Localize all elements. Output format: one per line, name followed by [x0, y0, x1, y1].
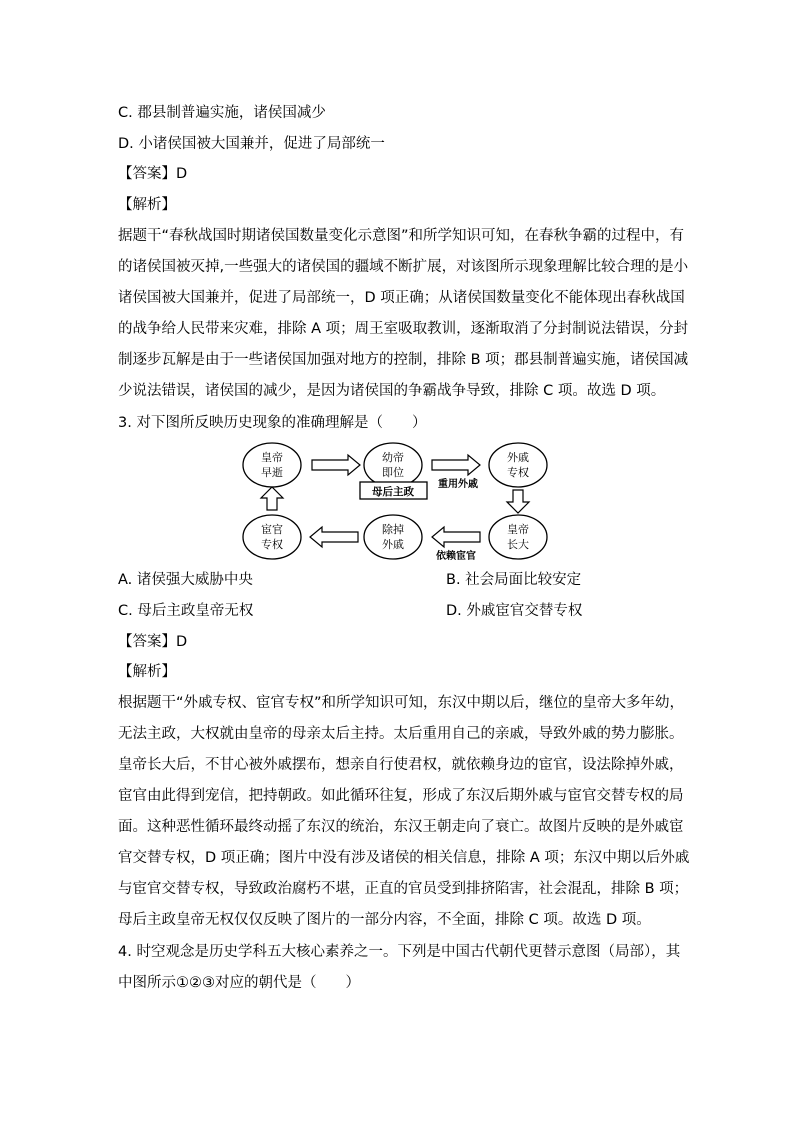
analysis-line: 根据题干“外戚专权、宦官专权”和所学知识可知，东汉中期以后，继位的皇帝大多年幼，: [118, 695, 685, 711]
node-label: 外戚: [382, 538, 404, 551]
node-label: 长大: [507, 538, 529, 551]
arrow-down: [507, 490, 529, 513]
node-label: 除掉: [382, 523, 404, 536]
option-b: B. 社会局面比较安定: [446, 572, 582, 588]
node-label: 专权: [507, 466, 529, 479]
question-stem-line: 中图所示①②③对应的朝代是（ ）: [118, 975, 360, 991]
analysis-line: 据题干“春秋战国时期诸侯国数量变化示意图”和所学知识可知，在春秋争霸的过程中，有: [118, 228, 685, 244]
node-emperor-early-death: [243, 443, 301, 487]
option-c: C. 郡县制普遍实施，诸侯国减少: [118, 105, 326, 121]
node-consort-power: [489, 443, 547, 487]
analysis-label: 【解析】: [118, 197, 176, 213]
question-stem-line: 4. 时空观念是历史学科五大核心素养之一。下列是中国古代朝代更替示意图（局部），其: [118, 944, 681, 960]
node-label: 即位: [382, 466, 404, 479]
analysis-line: 制逐步瓦解是由于一些诸侯国加强对地方的控制，排除 B 项；郡县制普遍实施，诸侯国减: [118, 352, 689, 368]
arrow-right-2: [432, 455, 480, 475]
analysis-line: 无法主政，大权就由皇帝的母亲太后主持。太后重用自己的亲戚，导致外戚的势力膨胀。: [118, 726, 684, 742]
option-a: A. 诸侯强大威胁中央: [118, 572, 253, 588]
analysis-paragraph: [118, 693, 690, 941]
analysis-line: 官交替专权，D 项正确；图片中没有涉及诸侯的相关信息，排除 A 项；东汉中期以后外戚: [118, 850, 690, 866]
arrow-left-1: [432, 527, 480, 547]
analysis-paragraph: [118, 226, 689, 412]
analysis-line: 与宦官交替专权，导致政治腐朽不堪，正直的官员受到排挤陷害，社会混乱，排除 B 项；: [118, 881, 689, 897]
node-label: 皇帝: [261, 451, 283, 464]
question-stem: 3. 对下图所反映历史现象的准确理解是（ ）: [118, 415, 427, 431]
arrow-up: [261, 487, 283, 510]
node-label: 皇帝: [507, 523, 529, 536]
node-eunuch-power: [243, 515, 301, 559]
analysis-line: 的诸侯国被灭掉,一些强大的诸侯国的疆域不断扩展，对该图所示现象理解比较合理的是小: [118, 259, 689, 275]
option-d: D. 外戚宦官交替专权: [446, 603, 583, 619]
box-label: 母后主政: [372, 486, 414, 498]
node-label: 宦官: [261, 523, 283, 536]
node-label: 幼帝: [382, 451, 404, 464]
node-child-emperor: [364, 443, 422, 487]
arrow-label: 依赖宦官: [436, 551, 476, 562]
analysis-line: 皇帝长大后，不甘心被外戚摆布，想亲自行使君权，就依赖身边的宦官，设法除掉外戚，: [118, 757, 684, 773]
analysis-line: 少说法错误，诸侯国的减少，是因为诸侯国的争霸战争导致，排除 C 项。故选 D 项。: [118, 383, 666, 399]
analysis-label: 【解析】: [118, 664, 176, 680]
analysis-line: 的战争给人民带来灾难，排除 A 项；周王室吸取教训，逐渐取消了分封制说法错误，分封: [118, 321, 689, 337]
node-remove-consort: [364, 515, 422, 559]
analysis-line: 诸侯国被大国兼并，促进了局部统一，D 项正确；从诸侯国数量变化不能体现出春秋战国: [118, 290, 685, 306]
arrow-right-1: [312, 455, 360, 475]
answer-label: 【答案】D: [118, 634, 188, 650]
arrow-label: 重用外戚: [438, 479, 478, 490]
node-label: 早逝: [261, 466, 283, 479]
node-label: 外戚: [507, 451, 529, 464]
analysis-line: 面。这种恶性循环最终动摇了东汉的统治，东汉王朝走向了衰亡。故图片反映的是外戚宦: [118, 819, 684, 835]
question-stem: [118, 942, 681, 1004]
option-c: C. 母后主政皇帝无权: [118, 603, 254, 619]
node-emperor-grown: [489, 515, 547, 559]
arrow-left-2: [310, 527, 358, 547]
option-d: D. 小诸侯国被大国兼并，促进了局部统一: [118, 136, 385, 152]
analysis-line: 宦官由此得到宠信，把持朝政。如此循环往复，形成了东汉后期外戚与宦官交替专权的局: [118, 788, 684, 804]
flow-diagram: [236, 440, 560, 566]
analysis-line: 母后主政皇帝无权仅仅反映了图片的一部分内容，不全面，排除 C 项。故选 D 项。: [118, 912, 651, 928]
node-label: 专权: [261, 538, 283, 551]
answer-label: 【答案】D: [118, 166, 188, 182]
